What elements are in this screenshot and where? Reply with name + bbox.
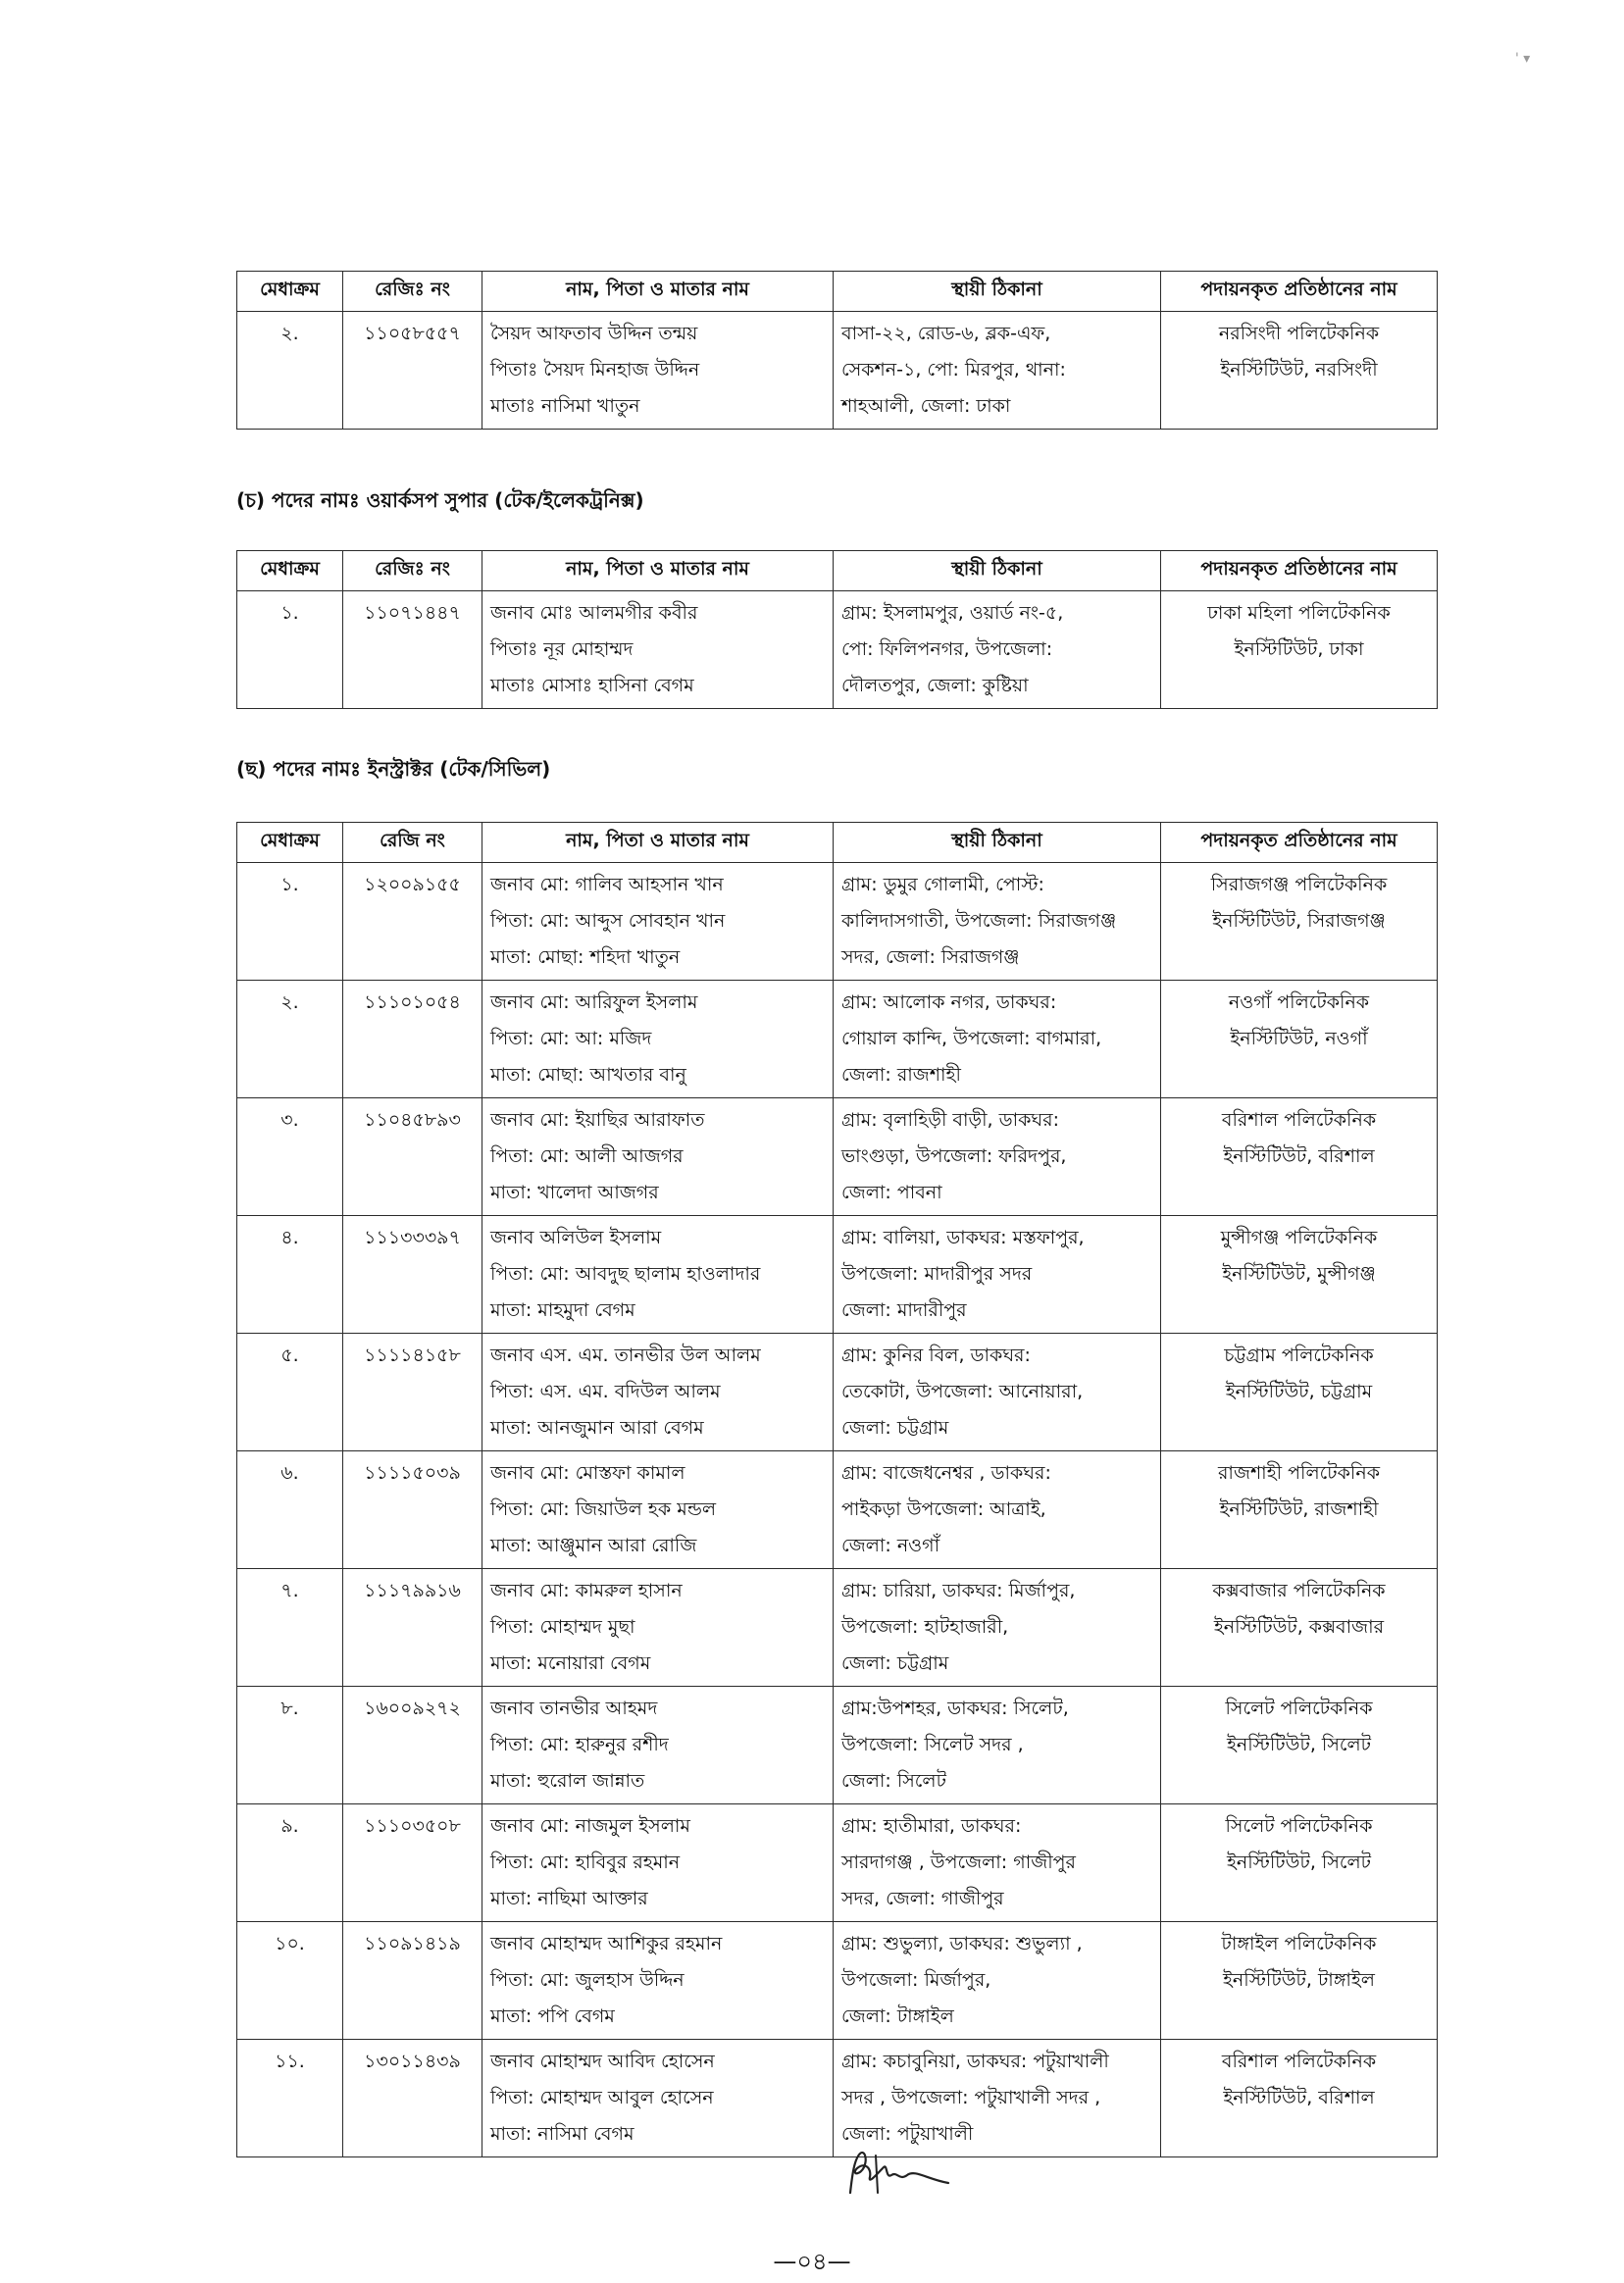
table-row xyxy=(237,2040,1438,2157)
institute-line: সিলেট পলিটেকনিক xyxy=(1225,1815,1373,1837)
table-header-row xyxy=(237,551,1438,591)
name-line: জনাব মো: গালিব আহসান খান xyxy=(490,874,724,895)
address-cell xyxy=(834,1216,1161,1334)
name-line: মাতা: মাহমুদা বেগম xyxy=(490,1299,635,1321)
address-line: জেলা: সিলেট xyxy=(841,1770,946,1792)
section-title-instructor-civil: (ছ) পদের নামঃ ইনস্ট্রাক্টর (টেক/সিভিল) xyxy=(236,757,551,781)
address-line: গ্রাম: শুভুল্যা, ডাকঘর: শুভুল্যা , xyxy=(841,1933,1083,1954)
institute-line: ইনস্টিটিউট, রাজশাহী xyxy=(1219,1498,1379,1520)
institute-line: ঢাকা মহিলা পলিটেকনিক xyxy=(1207,602,1391,624)
name-line: জনাব মো: কামরুল হাসান xyxy=(490,1580,683,1601)
corner-mark: ' ▾ xyxy=(1515,51,1531,67)
address-line: জেলা: মাদারীপুর xyxy=(841,1299,967,1321)
table-row xyxy=(237,1569,1438,1687)
address-line: গ্রাম: আলোক নগর, ডাকঘর: xyxy=(841,991,1057,1013)
institute-line: ইনস্টিটিউট, কক্সবাজার xyxy=(1213,1616,1385,1638)
institute-line: ইনস্টিটিউট, মুন্সীগঞ্জ xyxy=(1222,1263,1376,1285)
reg-no-cell: ১১১৭৯৯১৬ xyxy=(343,1569,482,1687)
table-row xyxy=(237,863,1438,981)
signature-mark xyxy=(838,2146,956,2205)
col-header-name: নাম, পিতা ও মাতার নাম xyxy=(482,272,834,312)
name-line: পিতাঃ নূর মোহাম্মদ xyxy=(490,638,634,660)
name-line: পিতা: মো: আব্দুস সোবহান খান xyxy=(490,910,726,932)
col-header-reg: রেজি নং xyxy=(343,823,482,863)
roster-table-instructor-civil xyxy=(236,822,1438,2157)
name-cell xyxy=(482,312,834,430)
name-line: পিতা: মো: আলী আজগর xyxy=(490,1145,684,1167)
name-line: পিতা: মো: হারুনুর রশীদ xyxy=(490,1734,669,1755)
table-row xyxy=(237,1334,1438,1451)
table-row xyxy=(237,981,1438,1098)
name-cell xyxy=(482,1922,834,2040)
address-cell xyxy=(834,312,1161,430)
name-cell xyxy=(482,591,834,709)
col-header-merit: মেধাক্রম xyxy=(237,551,343,591)
address-line: উপজেলা: সিলেট সদর , xyxy=(841,1734,1024,1755)
name-line: মাতা: নাছিমা আক্তার xyxy=(490,1888,648,1909)
institute-line: বরিশাল পলিটেকনিক xyxy=(1221,1109,1377,1131)
institute-line: ইনস্টিটিউট, বরিশাল xyxy=(1223,1145,1375,1167)
merit-cell: ১০. xyxy=(237,1922,343,2040)
reg-no-cell: ১১১১৪১৫৮ xyxy=(343,1334,482,1451)
address-line: সারদাগঞ্জ , উপজেলা: গাজীপুর xyxy=(841,1852,1076,1873)
institute-line: চট্টগ্রাম পলিটেকনিক xyxy=(1224,1344,1374,1366)
reg-no-cell: ১১০৫৮৫৫৭ xyxy=(343,312,482,430)
address-cell xyxy=(834,1334,1161,1451)
reg-no-cell: ১১১০১০৫৪ xyxy=(343,981,482,1098)
address-line: উপজেলা: হাটহাজারী, xyxy=(841,1616,1009,1638)
address-line: জেলা: টাঙ্গাইল xyxy=(841,2005,954,2027)
address-line: বাসা-২২, রোড-৬, ব্লক-এফ, xyxy=(841,323,1051,344)
merit-cell: ১১. xyxy=(237,2040,343,2157)
name-line: মাতাঃ মোসাঃ হাসিনা বেগম xyxy=(490,675,694,696)
name-line: মাতা: মোছা: শহিদা খাতুন xyxy=(490,946,681,968)
address-cell xyxy=(834,1451,1161,1569)
name-cell xyxy=(482,981,834,1098)
address-line: গ্রাম:উপশহর, ডাকঘর: সিলেট, xyxy=(841,1698,1069,1719)
name-line: পিতা: মো: জুলহাস উদ্দিন xyxy=(490,1969,685,1991)
institute-line: ইনস্টিটিউট, চট্টগ্রাম xyxy=(1225,1381,1373,1402)
address-line: ভাংগুড়া, উপজেলা: ফরিদপুর, xyxy=(841,1145,1067,1167)
table-row xyxy=(237,1804,1438,1922)
institute-cell xyxy=(1161,312,1438,430)
address-line: গ্রাম: হাতীমারা, ডাকঘর: xyxy=(841,1815,1022,1837)
col-header-name: নাম, পিতা ও মাতার নাম xyxy=(482,551,834,591)
institute-cell xyxy=(1161,1216,1438,1334)
address-line: তেকোটা, উপজেলা: আনোয়ারা, xyxy=(841,1381,1084,1402)
name-line: জনাব মো: মোস্তফা কামাল xyxy=(490,1462,685,1484)
address-line: গ্রাম: ইসলামপুর, ওয়ার্ড নং-৫, xyxy=(841,602,1064,624)
name-line: মাতা: মনোয়ারা বেগম xyxy=(490,1652,651,1674)
address-cell xyxy=(834,863,1161,981)
table-row xyxy=(237,1451,1438,1569)
institute-line: ইনস্টিটিউট, সিরাজগঞ্জ xyxy=(1212,910,1386,932)
name-line: পিতা: মো: আ: মজিদ xyxy=(490,1028,652,1049)
institute-cell xyxy=(1161,1334,1438,1451)
address-line: শাহআলী, জেলা: ঢাকা xyxy=(841,395,1011,417)
col-header-name: নাম, পিতা ও মাতার নাম xyxy=(482,823,834,863)
section-title-workshop-super: (চ) পদের নামঃ ওয়ার্কসপ সুপার (টেক/ইলেকট্রনিক্স) xyxy=(236,488,644,512)
reg-no-cell: ১৬০০৯২৭২ xyxy=(343,1687,482,1804)
name-line: মাতা: নাসিমা বেগম xyxy=(490,2123,634,2145)
merit-cell: ৩. xyxy=(237,1098,343,1216)
name-line: জনাব মো: নাজমুল ইসলাম xyxy=(490,1815,690,1837)
address-cell xyxy=(834,1569,1161,1687)
institute-line: রাজশাহী পলিটেকনিক xyxy=(1217,1462,1380,1484)
name-line: মাতা: পপি বেগম xyxy=(490,2005,615,2027)
address-line: দৌলতপুর, জেলা: কুষ্টিয়া xyxy=(841,675,1029,696)
address-line: গ্রাম: কুনির বিল, ডাকঘর: xyxy=(841,1344,1031,1366)
institute-cell xyxy=(1161,1687,1438,1804)
table-row xyxy=(237,591,1438,709)
institute-cell xyxy=(1161,981,1438,1098)
institute-line: ইনস্টিটিউট, সিলেট xyxy=(1226,1852,1372,1873)
address-line: সদর, জেলা: সিরাজগঞ্জ xyxy=(841,946,1020,968)
name-line: মাতা: খালেদা আজগর xyxy=(490,1182,659,1203)
name-line: সৈয়দ আফতাব উদ্দিন তন্ময় xyxy=(490,323,698,344)
roster-table-workshop-super xyxy=(236,550,1438,709)
address-line: সদর, জেলা: গাজীপুর xyxy=(841,1888,1004,1909)
merit-cell: ৭. xyxy=(237,1569,343,1687)
reg-no-cell: ১৩০১১৪৩৯ xyxy=(343,2040,482,2157)
address-line: পো: ফিলিপনগর, উপজেলা: xyxy=(841,638,1053,660)
reg-no-cell: ১১০৯১৪১৯ xyxy=(343,1922,482,2040)
name-line: জনাব মো: ইয়াছির আরাফাত xyxy=(490,1109,705,1131)
address-cell xyxy=(834,1804,1161,1922)
address-line: জেলা: পাবনা xyxy=(841,1182,942,1203)
name-cell xyxy=(482,1334,834,1451)
name-line: জনাব মো: আরিফুল ইসলাম xyxy=(490,991,698,1013)
col-header-merit: মেধাক্রম xyxy=(237,823,343,863)
name-line: জনাব মোহাম্মদ আশিকুর রহমান xyxy=(490,1933,723,1954)
name-line: পিতা: মো: জিয়াউল হক মন্ডল xyxy=(490,1498,717,1520)
merit-cell: ৪. xyxy=(237,1216,343,1334)
address-line: কালিদাসগাতী, উপজেলা: সিরাজগঞ্জ xyxy=(841,910,1117,932)
col-header-institute: পদায়নকৃত প্রতিষ্ঠানের নাম xyxy=(1161,823,1438,863)
address-line: জেলা: নওগাঁ xyxy=(841,1535,940,1556)
address-line: জেলা: চট্টগ্রাম xyxy=(841,1417,949,1439)
institute-line: সিরাজগঞ্জ পলিটেকনিক xyxy=(1210,874,1388,895)
address-cell xyxy=(834,1687,1161,1804)
table-row xyxy=(237,1922,1438,2040)
col-header-address: স্থায়ী ঠিকানা xyxy=(834,272,1161,312)
address-line: গ্রাম: বালিয়া, ডাকঘর: মস্তফাপুর, xyxy=(841,1227,1085,1248)
reg-no-cell: ১১০৪৫৮৯৩ xyxy=(343,1098,482,1216)
address-line: পাইকড়া উপজেলা: আত্রাই, xyxy=(841,1498,1046,1520)
address-line: জেলা: রাজশাহী xyxy=(841,1064,961,1086)
institute-line: মুন্সীগঞ্জ পলিটেকনিক xyxy=(1220,1227,1378,1248)
table-row xyxy=(237,1687,1438,1804)
address-line: গ্রাম: চারিয়া, ডাকঘর: মির্জাপুর, xyxy=(841,1580,1076,1601)
institute-line: কক্সবাজার পলিটেকনিক xyxy=(1212,1580,1386,1601)
name-cell xyxy=(482,1687,834,1804)
address-cell xyxy=(834,1098,1161,1216)
name-line: জনাব অলিউল ইসলাম xyxy=(490,1227,662,1248)
address-line: উপজেলা: মাদারীপুর সদর xyxy=(841,1263,1033,1285)
merit-cell: ১. xyxy=(237,591,343,709)
institute-cell xyxy=(1161,1922,1438,2040)
institute-line: ইনস্টিটিউট, নওগাঁ xyxy=(1230,1028,1368,1049)
reg-no-cell: ১১১১৫০৩৯ xyxy=(343,1451,482,1569)
name-line: পিতা: এস. এম. বদিউল আলম xyxy=(490,1381,721,1402)
address-line: সদর , উপজেলা: পটুয়াখালী সদর , xyxy=(841,2087,1101,2108)
merit-cell: ২. xyxy=(237,981,343,1098)
col-header-reg: রেজিঃ নং xyxy=(343,272,482,312)
address-line: গোয়াল কান্দি, উপজেলা: বাগমারা, xyxy=(841,1028,1102,1049)
reg-no-cell: ১১১৩৩৩৯৭ xyxy=(343,1216,482,1334)
name-line: মাতা: আনজুমান আরা বেগম xyxy=(490,1417,704,1439)
address-line: সেকশন-১, পো: মিরপুর, থানা: xyxy=(841,359,1066,380)
name-cell xyxy=(482,1216,834,1334)
table-row xyxy=(237,312,1438,430)
page-number: —০৪— xyxy=(773,2248,851,2275)
merit-cell: ৫. xyxy=(237,1334,343,1451)
institute-line: ইনস্টিটিউট, ঢাকা xyxy=(1234,638,1364,660)
address-cell xyxy=(834,1922,1161,2040)
name-line: জনাব এস. এম. তানভীর উল আলম xyxy=(490,1344,761,1366)
institute-line: ইনস্টিটিউট, টাঙ্গাইল xyxy=(1223,1969,1375,1991)
reg-no-cell: ১১১০৩৫০৮ xyxy=(343,1804,482,1922)
roster-table-continued xyxy=(236,271,1438,430)
address-cell xyxy=(834,591,1161,709)
institute-cell xyxy=(1161,1451,1438,1569)
institute-cell xyxy=(1161,1804,1438,1922)
address-line: জেলা: পটুয়াখালী xyxy=(841,2123,974,2145)
col-header-address: স্থায়ী ঠিকানা xyxy=(834,823,1161,863)
name-line: পিতা: মো: আবদুছ ছালাম হাওলাদার xyxy=(490,1263,761,1285)
merit-cell: ১. xyxy=(237,863,343,981)
table-header-row xyxy=(237,823,1438,863)
name-line: পিতাঃ সৈয়দ মিনহাজ উদ্দিন xyxy=(490,359,700,380)
name-line: জনাব মোহাম্মদ আবিদ হোসেন xyxy=(490,2051,715,2072)
col-header-institute: পদায়নকৃত প্রতিষ্ঠানের নাম xyxy=(1161,551,1438,591)
address-line: গ্রাম: কচাবুনিয়া, ডাকঘর: পটুয়াখালী xyxy=(841,2051,1109,2072)
merit-cell: ৮. xyxy=(237,1687,343,1804)
institute-line: টাঙ্গাইল পলিটেকনিক xyxy=(1221,1933,1377,1954)
merit-cell: ৬. xyxy=(237,1451,343,1569)
institute-line: ইনস্টিটিউট, সিলেট xyxy=(1226,1734,1372,1755)
name-cell xyxy=(482,1804,834,1922)
reg-no-cell: ১১০৭১৪৪৭ xyxy=(343,591,482,709)
col-header-address: স্থায়ী ঠিকানা xyxy=(834,551,1161,591)
col-header-institute: পদায়নকৃত প্রতিষ্ঠানের নাম xyxy=(1161,272,1438,312)
address-cell xyxy=(834,981,1161,1098)
col-header-reg: রেজিঃ নং xyxy=(343,551,482,591)
col-header-merit: মেধাক্রম xyxy=(237,272,343,312)
name-line: মাতা: আঞ্জুমান আরা রোজি xyxy=(490,1535,697,1556)
name-line: মাতা: হুরোল জান্নাত xyxy=(490,1770,645,1792)
institute-cell xyxy=(1161,2040,1438,2157)
address-cell xyxy=(834,2040,1161,2157)
institute-line: বরিশাল পলিটেকনিক xyxy=(1221,2051,1377,2072)
name-line: জনাব মোঃ আলমগীর কবীর xyxy=(490,602,698,624)
address-line: গ্রাম: বাজেধনেশ্বর , ডাকঘর: xyxy=(841,1462,1051,1484)
reg-no-cell: ১২০০৯১৫৫ xyxy=(343,863,482,981)
institute-line: নওগাঁ পলিটেকনিক xyxy=(1228,991,1370,1013)
institute-cell xyxy=(1161,591,1438,709)
merit-cell: ২. xyxy=(237,312,343,430)
name-line: পিতা: মোহাম্মদ মুছা xyxy=(490,1616,635,1638)
name-cell xyxy=(482,1569,834,1687)
name-line: মাতা: মোছা: আখতার বানু xyxy=(490,1064,686,1086)
institute-cell xyxy=(1161,1098,1438,1216)
institute-line: ইনস্টিটিউট, বরিশাল xyxy=(1223,2087,1375,2108)
name-line: মাতাঃ নাসিমা খাতুন xyxy=(490,395,640,417)
name-line: পিতা: মো: হাবিবুর রহমান xyxy=(490,1852,681,1873)
address-line: গ্রাম: বৃলাহিড়ী বাড়ী, ডাকঘর: xyxy=(841,1109,1059,1131)
table-row xyxy=(237,1098,1438,1216)
merit-cell: ৯. xyxy=(237,1804,343,1922)
institute-line: ইনস্টিটিউট, নরসিংদী xyxy=(1220,359,1378,380)
address-line: জেলা: চট্টগ্রাম xyxy=(841,1652,949,1674)
table-row xyxy=(237,1216,1438,1334)
institute-cell xyxy=(1161,863,1438,981)
name-cell xyxy=(482,1451,834,1569)
name-line: পিতা: মোহাম্মদ আবুল হোসেন xyxy=(490,2087,714,2108)
table-header-row xyxy=(237,272,1438,312)
address-line: উপজেলা: মির্জাপুর, xyxy=(841,1969,991,1991)
name-cell xyxy=(482,863,834,981)
name-cell xyxy=(482,2040,834,2157)
name-line: জনাব তানভীর আহমদ xyxy=(490,1698,658,1719)
institute-line: সিলেট পলিটেকনিক xyxy=(1225,1698,1373,1719)
institute-cell xyxy=(1161,1569,1438,1687)
name-cell xyxy=(482,1098,834,1216)
address-line: গ্রাম: ডুমুর গোলামী, পোস্ট: xyxy=(841,874,1044,895)
institute-line: নরসিংদী পলিটেকনিক xyxy=(1218,323,1380,344)
